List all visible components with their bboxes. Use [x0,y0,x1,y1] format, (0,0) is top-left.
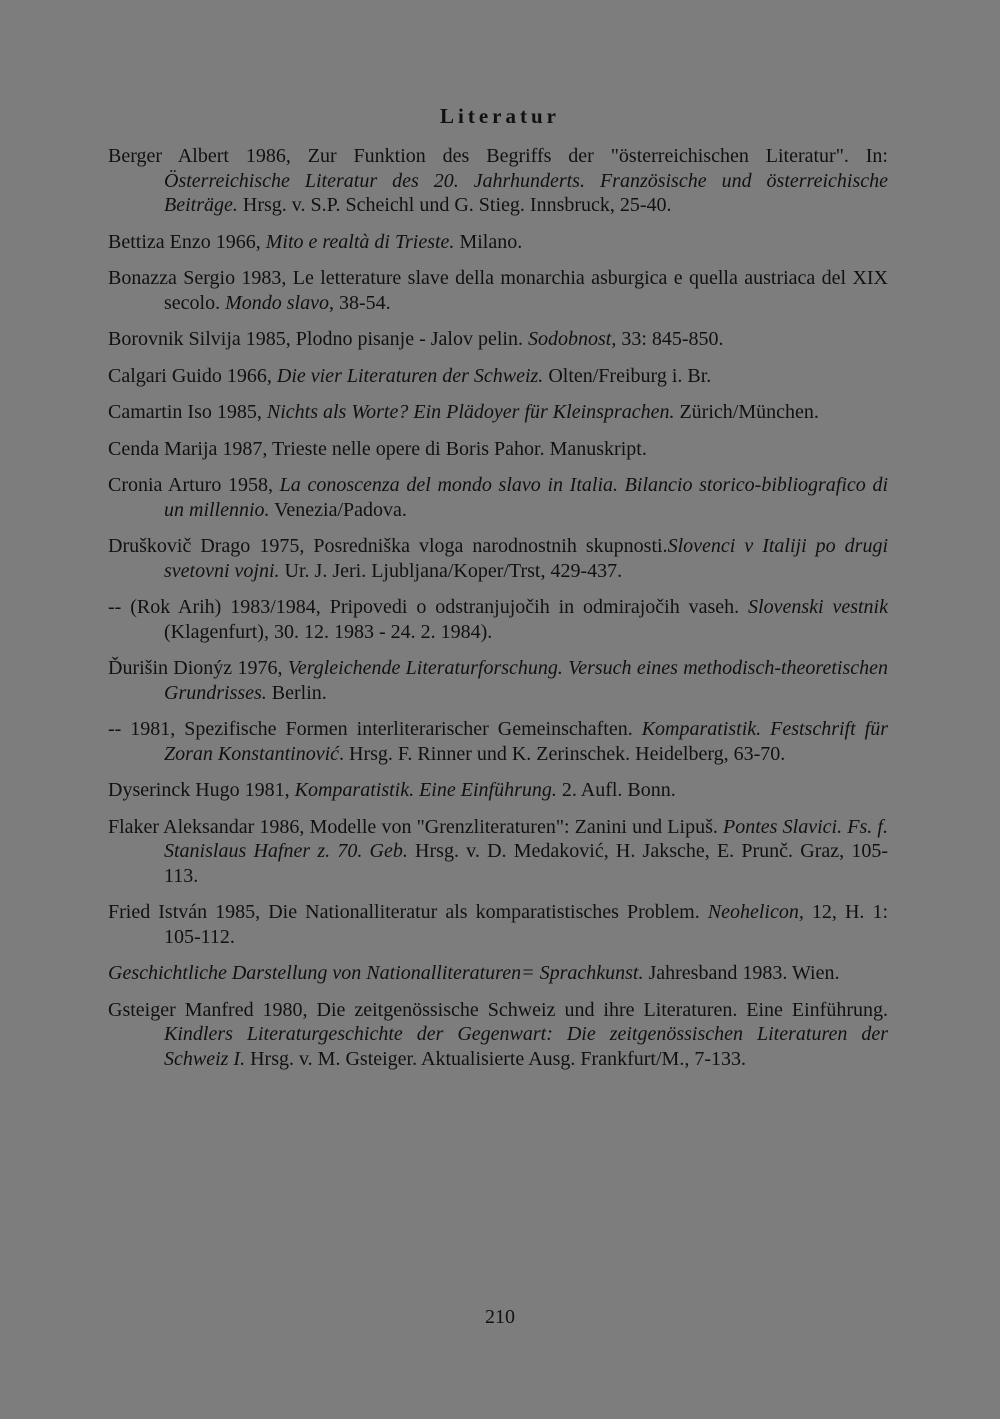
entry-text: Calgari Guido 1966, [108,364,277,387]
bibliography-entry [108,230,888,255]
entry-title-italic: Geschichtliche Darstellung von Nationalliteraturen= Sprachkunst. [108,962,644,984]
entry-title-italic: Nichts als Worte? Ein Plädoyer für Kleinsprachen. [266,401,675,423]
entry-text: Dyserinck Hugo 1981, [108,779,295,801]
bibliography-entry [108,900,888,949]
entry-text: Ďurišin Dionýz 1976, [108,657,288,679]
bibliography-entry [108,656,888,705]
bibliography-entry [108,400,888,425]
bibliography-entry [108,266,888,315]
entry-text: . Hrsg. F. Rinner und K. Zerinschek. Heidelberg, 63-70. [339,742,786,765]
entry-title-italic: Slovenci v Italiji po drugi svetovni vojni. [164,535,888,582]
entry-title-italic: Die vier Literaturen der Schweiz. [276,364,544,387]
entry-text: Bettiza Enzo 1966, [108,230,266,253]
entry-text: Hrsg. v. D. Medaković, H. Jaksche, E. Prunč. Graz, 105-113. [164,840,888,887]
entry-text: Druškovič Drago 1975, Posredniška vloga narodnostnih skupnosti. [108,535,668,557]
running-title: Literatur [440,104,560,128]
bibliography-list [108,144,888,1083]
entry-text: Cronia Arturo 1958, [108,474,280,496]
entry-title-italic: Sodobnost, [527,328,617,350]
entry-text: Hrsg. v. M. Gsteiger. Aktualisierte Ausg. Frankfurt/M., 7-133. [245,1047,746,1070]
bibliography-entry [108,364,888,389]
entry-text: , 38-54. [328,291,391,314]
bibliography-entry [108,534,888,583]
bibliography-entry [108,778,888,803]
entry-text: Borovnik Silvija 1985, Plodno pisanje - Jalov pelin. [108,328,528,350]
entry-text: Ur. J. Jeri. Ljubljana/Koper/Trst, 429-437. [279,559,623,582]
entry-text: Milano. [454,230,523,253]
entry-title-italic: Komparatistik. Eine Einführung. [294,779,557,801]
bibliography-entry [108,595,888,644]
entry-text: Olten/Freiburg i. Br. [543,364,712,387]
bibliography-entry [108,144,888,218]
entry-text: Cenda Marija 1987, Trieste nelle opere di Boris Pahor. Manuskript. [108,437,647,460]
entry-title-italic: Österreichische Literatur des 20. Jahrhunderts. Französische und österreichische Beiträge. [164,169,888,216]
entry-text: 2. Aufl. Bonn. [556,779,676,801]
entry-text: 33: 845-850. [616,328,724,350]
entry-title-italic: La conoscenza del mondo slavo in Italia. Bilancio storico-bibliografico di un millennio. [164,474,888,521]
entry-text: -- (Rok Arih) 1983/1984, Pripovedi o odstranjujočih in odmirajočih vaseh. [108,596,749,618]
entry-text: Zürich/München. [674,401,819,423]
entry-title-italic: Mondo slavo [225,291,329,314]
bibliography-entry [108,815,888,889]
bibliography-entry [108,961,888,986]
entry-title-italic: Slovenski vestnik [748,596,888,618]
bibliography-entry [108,717,888,766]
entry-title-italic: Pontes Slavici. Fs. f. Stanislaus Hafner z. 70. Geb. [164,815,888,862]
entry-text: Gsteiger Manfred 1980, Die zeitgenössische Schweiz und ihre Literaturen. Eine Einführung. [108,998,888,1021]
entry-title-italic: Komparatistik. Festschrift für Zoran Konstantinović [164,718,888,765]
page-number: 210 [485,1306,515,1328]
bibliography-entry [108,998,888,1072]
entry-text: Camartin Iso 1985, [108,401,267,423]
entry-text: Bonazza Sergio 1983, Le letterature slave della monarchia asburgica e quella austriaca del XIX secolo. [108,267,888,314]
entry-text: Fried István 1985, Die Nationalliteratur als komparatistisches Problem. [108,901,708,923]
bibliography-entry [108,437,888,462]
entry-text: -- 1981, Spezifische Formen interliterarischer Gemeinschaften. [108,718,642,740]
entry-title-italic: Mito e realtà di Trieste. [265,230,455,253]
bibliography-entry [108,327,888,352]
entry-text: Flaker Aleksandar 1986, Modelle von "Grenzliteraturen": Zanini und Lipuš. [108,815,724,838]
entry-text: (Klagenfurt), 30. 12. 1983 - 24. 2. 1984). [164,620,493,643]
entry-text: Berlin. [266,681,327,704]
entry-title-italic: Kindlers Literaturgeschichte der Gegenwart: Die zeitgenössischen Literaturen der Schweiz I. [164,1023,888,1070]
entry-text: Hrsg. v. S.P. Scheichl und G. Stieg. Innsbruck, 25-40. [237,194,672,216]
entry-title-italic: Neohelicon, [707,901,804,923]
entry-title-italic: Vergleichende Literaturforschung. Versuch eines methodisch-theoretischen Grundrisses. [164,657,888,704]
entry-text: Venezia/Padova. [269,498,407,521]
entry-text: 12, H. 1: 105-112. [164,901,889,948]
bibliography-entry [108,473,888,522]
entry-text: Berger Albert 1986, Zur Funktion des Begriffs der "österreichischen Literatur". In: [108,145,888,167]
entry-text: Jahresband 1983. Wien. [643,962,840,984]
